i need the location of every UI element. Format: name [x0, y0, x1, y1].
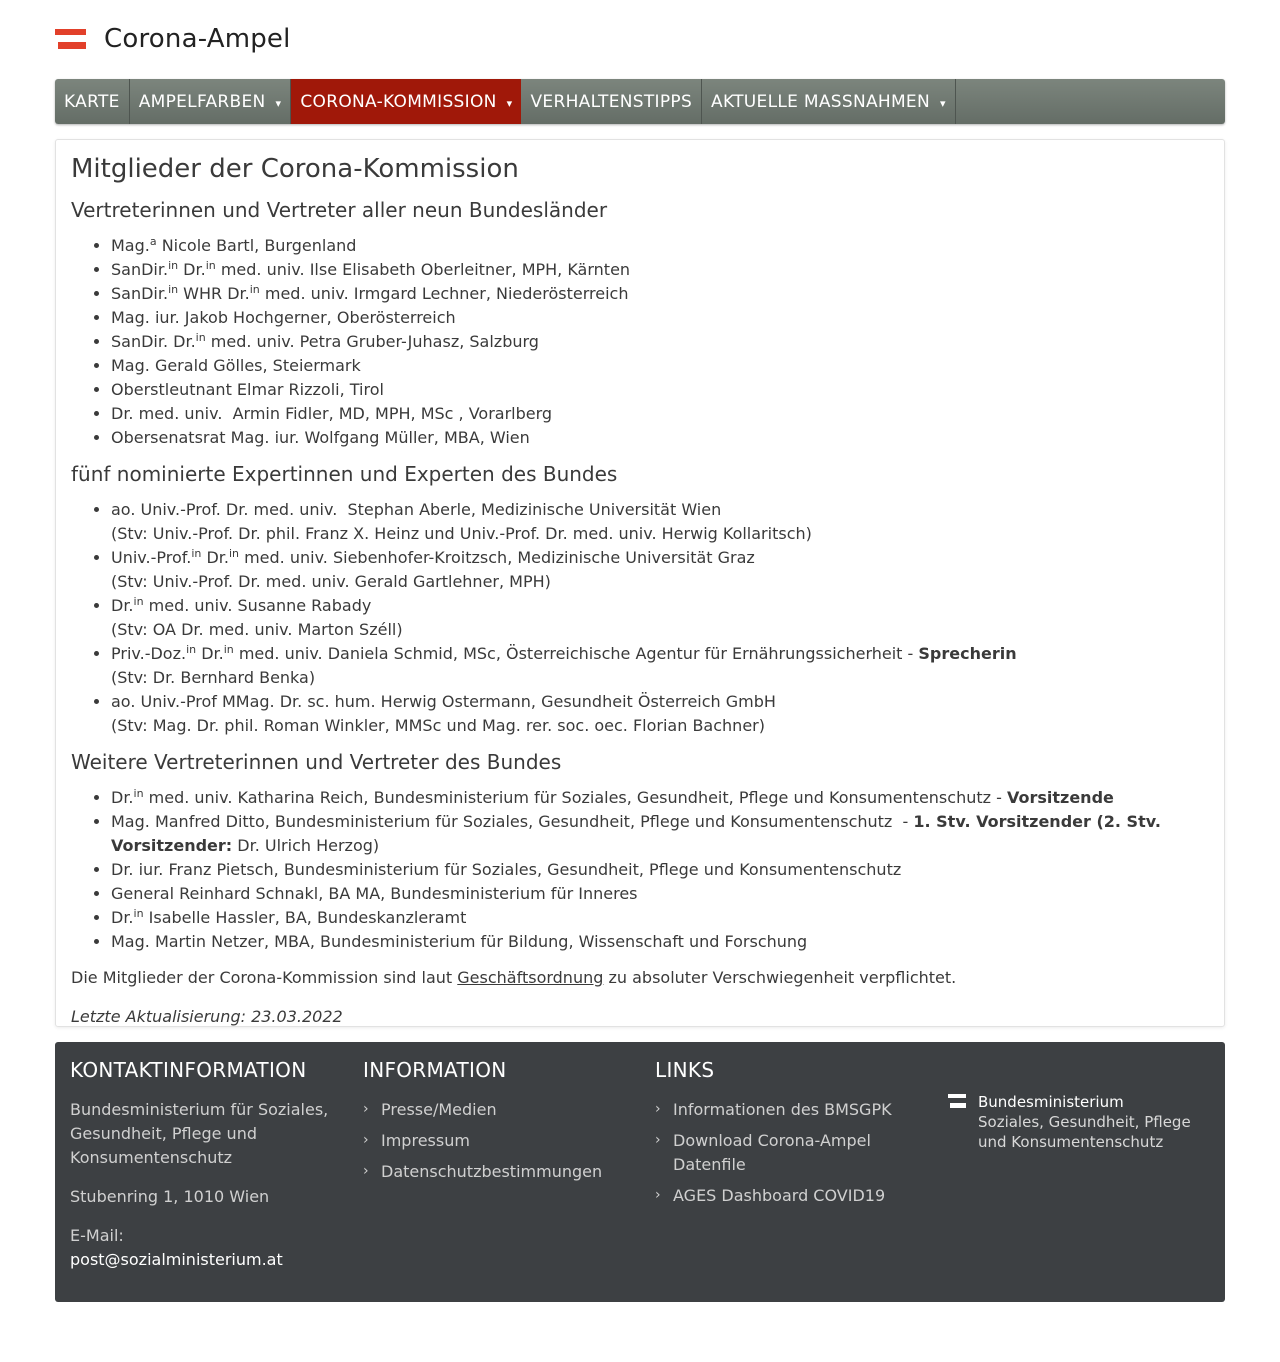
information-links	[363, 1098, 633, 1184]
link-label: Impressum	[381, 1131, 470, 1150]
geschaeftsordnung-link[interactable]: Geschäftsordnung	[457, 968, 604, 987]
list-item: • Mag. iur. Jakob Hochgerner, Oberösterreich	[111, 306, 1209, 330]
caret-down-icon: ▾	[940, 97, 946, 110]
list-item: • Oberstleutnant Elmar Rizzoli, Tirol	[111, 378, 1209, 402]
footer-heading-links: LINKS	[655, 1058, 715, 1082]
ministry-logo-line: und Konsumentenschutz	[978, 1133, 1164, 1151]
role-label: Vorsitzende	[1006, 788, 1114, 807]
deputy-text: (Stv: Univ.-Prof. Dr. med. univ. Gerald Gartlehner, MPH)	[111, 572, 551, 591]
chevron-right-icon: ›	[655, 1187, 661, 1203]
list-item	[111, 690, 1209, 738]
member-text: Dr. Ulrich Herzog)	[232, 836, 380, 855]
site-logo[interactable]	[55, 26, 291, 52]
footer-links	[655, 1058, 905, 1215]
main-nav	[55, 79, 1225, 124]
footer-link-impressum[interactable]	[363, 1129, 633, 1153]
footer-heading-contact: KONTAKTINFORMATION	[70, 1058, 307, 1082]
chevron-right-icon: ›	[363, 1101, 369, 1117]
list-item: • Mag.$^a$ Nicole Bartl, Burgenland	[111, 234, 1209, 258]
footer-link-presse[interactable]	[363, 1098, 633, 1122]
ministry-flag-icon	[948, 1094, 966, 1108]
site-header	[55, 0, 1225, 79]
link-label: AGES Dashboard COVID19	[673, 1186, 886, 1205]
nav-corona-kommission[interactable]	[291, 79, 521, 124]
nav-label: KARTE	[64, 91, 120, 112]
note-text: zu absoluter Verschwiegenheit verpflichtet.	[603, 968, 957, 987]
member-text: ao. Univ.-Prof MMag. Dr. sc. hum. Herwig Ostermann, Gesundheit Österreich GmbH	[111, 692, 776, 711]
ministry-logo[interactable]	[948, 1092, 1191, 1152]
contact-email-label: E-Mail:	[70, 1226, 124, 1245]
footer-link-datenfile[interactable]	[655, 1129, 888, 1177]
deputy-text: (Stv: OA Dr. med. univ. Marton Széll)	[111, 620, 403, 639]
caret-down-icon: ▾	[275, 97, 282, 110]
list-bundeslaender	[71, 234, 1209, 450]
list-item: • Dr. med. univ. Armin Fidler, MD, MPH, MSc , Vorarlberg	[111, 402, 1209, 426]
contact-org: Bundesministerium für Soziales, Gesundheit, Pflege und Konsumentenschutz	[70, 1100, 329, 1167]
chevron-right-icon: ›	[655, 1132, 661, 1148]
list-item: • Univ.-Prof.$^{in}$ Dr.$^{in}$ med. univ. Siebenhofer-Kroitzsch, Medizinische Universität Graz (Stv: Univ.-Prof. Dr. med. univ. Gerald Gartlehner, MPH)	[111, 546, 1209, 594]
list-item: • Dr. iur. Franz Pietsch, Bundesministerium für Soziales, Gesundheit, Pflege und Konsumentenschutz	[111, 858, 1209, 882]
contact-address: Stubenring 1, 1010 Wien	[70, 1187, 270, 1206]
member-text: Mag. Manfred Ditto, Bundesministerium für Soziales, Gesundheit, Pflege und Konsumentenschutz -	[111, 812, 914, 831]
list-item: • Obersenatsrat Mag. iur. Wolfgang Müller, MBA, Wien	[111, 426, 1209, 450]
list-item: • Dr.$^{in}$ med. univ. Susanne Rabady (Stv: OA Dr. med. univ. Marton Széll)	[111, 594, 1209, 642]
deputy-text: (Stv: Mag. Dr. phil. Roman Winkler, MMSc und Mag. rer. soc. oec. Florian Bachner)	[111, 716, 765, 735]
chevron-right-icon: ›	[655, 1101, 661, 1117]
footer-contact	[70, 1058, 340, 1272]
external-links	[655, 1098, 905, 1208]
content-card	[55, 139, 1225, 1027]
section-heading-experten: fünf nominierte Expertinnen und Experten des Bundes	[71, 462, 618, 486]
last-updated: Letzte Aktualisierung: 23.03.2022	[71, 1007, 343, 1026]
list-item: • ao. Univ.-Prof. Dr. med. univ. Stephan Aberle, Medizinische Universität Wien (Stv: Univ.-Prof. Dr. phil. Franz X. Heinz und Univ.-Prof. Dr. med. univ. Herwig Kollaritsch)	[111, 498, 1209, 546]
page-title: Mitglieder der Corona-Kommission	[71, 154, 519, 184]
footer-link-ages[interactable]	[655, 1184, 905, 1208]
role-label: 1. Stv. Vorsitzender (2. Stv. Vorsitzender:	[111, 812, 1161, 855]
deputy-text: (Stv: Univ.-Prof. Dr. phil. Franz X. Heinz und Univ.-Prof. Dr. med. univ. Herwig Kollaritsch)	[111, 524, 812, 543]
role-label: Sprecherin	[918, 644, 1017, 663]
footer-heading-information: INFORMATION	[363, 1058, 507, 1082]
caret-down-icon: ▾	[506, 97, 513, 110]
list-item: • Mag. Gerald Gölles, Steiermark	[111, 354, 1209, 378]
list-item: • Dr.$^{in}$ med. univ. Katharina Reich, Bundesministerium für Soziales, Gesundheit, Pflege und Konsumentenschutz - Vorsitzende	[111, 786, 1209, 810]
nav-label: VERHALTENSTIPPS	[530, 91, 693, 112]
ministry-logo-line: Bundesministerium	[978, 1093, 1124, 1111]
nav-aktuelle-massnahmen[interactable]	[702, 79, 956, 124]
brand-title: Corona-Ampel	[104, 24, 291, 54]
list-bund	[71, 786, 1209, 954]
nav-ampelfarben[interactable]	[130, 79, 292, 124]
list-item: • Dr.$^{in}$ Isabelle Hassler, BA, Bundeskanzleramt	[111, 906, 1209, 930]
footer-link-bmsgpk[interactable]	[655, 1098, 905, 1122]
link-label: Download Corona-Ampel Datenfile	[673, 1131, 871, 1174]
contact-email-link[interactable]: post@sozialministerium.at	[70, 1250, 283, 1269]
footer-link-datenschutz[interactable]	[363, 1160, 633, 1184]
chevron-right-icon: ›	[363, 1163, 369, 1179]
link-label: Datenschutzbestimmungen	[381, 1162, 603, 1181]
list-item: • SanDir. Dr.$^{in}$ med. univ. Petra Gruber-Juhasz, Salzburg	[111, 330, 1209, 354]
note-text: Die Mitglieder der Corona-Kommission sind laut	[71, 968, 458, 987]
nav-karte[interactable]	[55, 79, 130, 124]
nav-verhaltenstipps[interactable]	[521, 79, 702, 124]
site-footer	[55, 1042, 1225, 1302]
nav-label: AKTUELLE MASSNAHMEN	[711, 91, 930, 112]
section-heading-bundeslaender: Vertreterinnen und Vertreter aller neun Bundesländer	[71, 198, 608, 222]
nav-label: AMPELFARBEN	[138, 91, 266, 112]
list-item: • SanDir.$^{in}$ WHR Dr.$^{in}$ med. univ. Irmgard Lechner, Niederösterreich	[111, 282, 1209, 306]
list-experten	[71, 498, 1209, 738]
ministry-logo-line: Soziales, Gesundheit, Pflege	[978, 1113, 1191, 1131]
nav-label: CORONA-KOMMISSION	[300, 91, 497, 112]
list-item: • Priv.-Doz.$^{in}$ Dr.$^{in}$ med. univ. Daniela Schmid, MSc, Österreichische Agentur für Ernährungssicherheit - Sprecherin (Stv: Dr. Bernhard Benka)	[111, 642, 1209, 690]
list-item: • Mag. Martin Netzer, MBA, Bundesministerium für Bildung, Wissenschaft und Forschung	[111, 930, 1209, 954]
austria-flag-icon	[55, 29, 86, 49]
link-label: Presse/Medien	[381, 1100, 497, 1119]
list-item: • SanDir.$^{in}$ Dr.$^{in}$ med. univ. Ilse Elisabeth Oberleitner, MPH, Kärnten	[111, 258, 1209, 282]
section-heading-bund: Weitere Vertreterinnen und Vertreter des Bundes	[71, 750, 562, 774]
deputy-text: (Stv: Dr. Bernhard Benka)	[111, 668, 316, 687]
confidentiality-note	[71, 966, 1209, 990]
link-label: Informationen des BMSGPK	[673, 1100, 892, 1119]
list-item: • General Reinhard Schnakl, BA MA, Bundesministerium für Inneres	[111, 882, 1209, 906]
footer-information	[363, 1058, 633, 1191]
chevron-right-icon: ›	[363, 1132, 369, 1148]
list-item	[111, 810, 1209, 858]
